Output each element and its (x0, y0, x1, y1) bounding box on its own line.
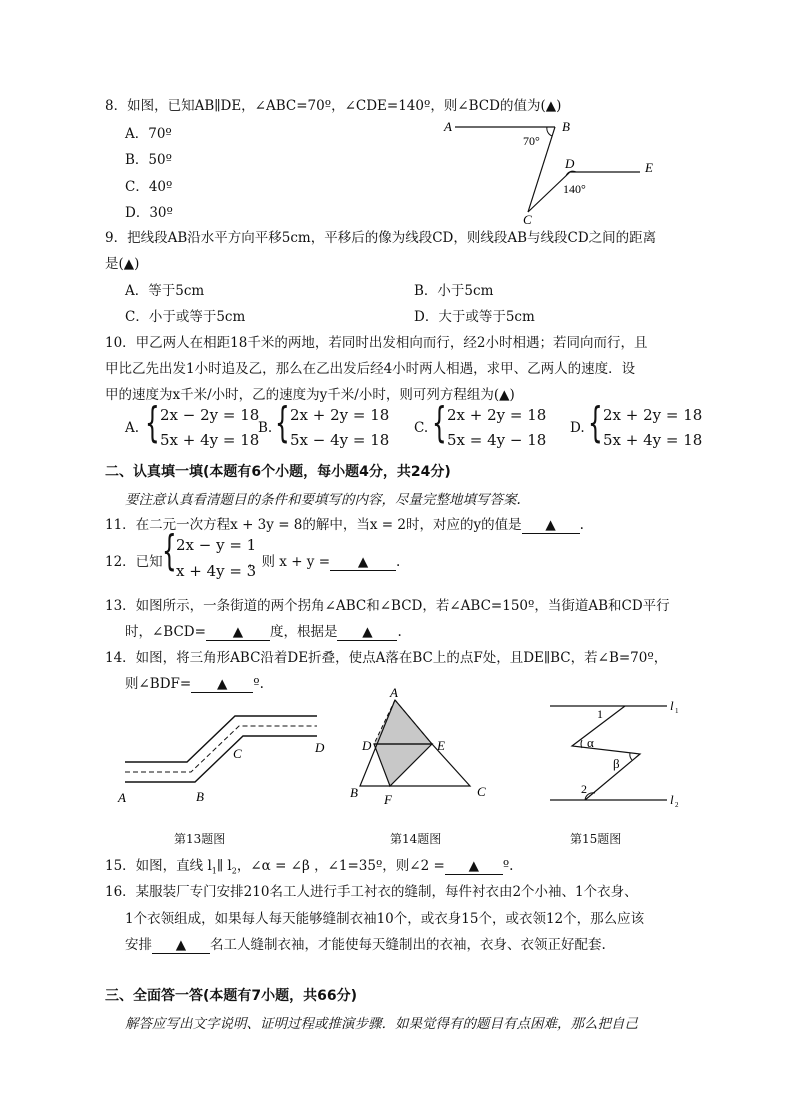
q15-sub1: 1 (211, 866, 217, 876)
fig14-caption: 第14题图 (390, 832, 442, 846)
fig13-label-d: D (315, 740, 325, 755)
q13-line2-b: 度，根据是 (269, 624, 338, 640)
fig15-lines (545, 696, 695, 811)
q10-option-d-label: D. (570, 420, 585, 436)
q8-label-e: E (645, 160, 653, 175)
q8-figure (430, 112, 670, 227)
fig14-label-e: E (437, 738, 445, 753)
fig14-label-a: A (390, 685, 398, 700)
q15-end: º. (502, 858, 514, 874)
q15-blank[interactable]: ▲ (445, 858, 503, 875)
q16-line3 (125, 933, 606, 954)
q10-option-b-brace: { (275, 398, 290, 447)
section3-note: 解答应写出文字说明、证明过程或推演步骤．如果觉得有的题目有点困难，那么把自己 (125, 1016, 638, 1032)
q13-line1: 13．如图所示，一条街道的两个拐角∠ABC和∠BCD，若∠ABC=150º，当街道AB和CD平行 (105, 598, 670, 614)
q9-stem-line2: 是(▲) (105, 256, 140, 272)
q12-eq1: 2x − y = 1 (176, 536, 257, 554)
q10-line1: 10．甲乙两人在相距18千米的两地，若同时出发相向而行，经2小时相遇；若同向而行，且 (105, 335, 648, 351)
q14-blank[interactable]: ▲ (191, 676, 253, 693)
q15-c: ，∠α = ∠β ，∠1=35º，则∠2 = (236, 858, 445, 874)
fig15-label-angle2: 2 (581, 782, 587, 796)
q15-sub2: 2 (231, 866, 237, 876)
q8-stem: 8．如图，已知AB∥DE，∠ABC=70º，∠CDE=140º，则∠BCD的值为(▲) (105, 98, 562, 114)
q12-eq2: x + 4y = 3 (176, 562, 257, 580)
q16-line1: 16．某服装厂专门安排210名工人进行手工衬衣的缝制，每件衬衣由2个小袖、1个衣身、 (105, 884, 638, 900)
q16-line2: 1个衣领组成，如果每人每天能够缝制衣袖10个，或衣身15个，或衣领12个，那么应该 (125, 911, 645, 927)
fig15-label-beta: β (613, 756, 620, 771)
q12-answer (248, 550, 400, 571)
q8-option-a: A．70º (125, 126, 172, 142)
q14-line1: 14．如图，将三角形ABC沿着DE折叠，使点A落在BC上的点F处，且DE∥BC，若∠B=70º， (105, 650, 668, 666)
section3-heading: 三、全面答一答(本题有7小题，共66分) (105, 988, 358, 1004)
q15-b: ∥ l (216, 858, 232, 874)
q14-line2-b: º. (253, 676, 264, 692)
q12-blank[interactable]: ▲ (330, 554, 396, 571)
q8-option-c: C．40º (125, 179, 173, 195)
fig13-label-a: A (118, 790, 126, 805)
q11 (105, 513, 584, 534)
q13-end: . (397, 624, 402, 640)
fig14-label-d: D (362, 738, 372, 753)
q9-option-d: D．大于或等于5cm (414, 309, 535, 325)
fig15-label-angle1: 1 (597, 707, 603, 721)
fig13-label-c: C (233, 746, 242, 761)
q10-option-c-brace: { (432, 398, 447, 447)
fig15-label-l2-sub: 2 (675, 801, 679, 809)
q9-option-a: A．等于5cm (125, 283, 205, 299)
q10-option-c-eq2: 5x = 4y − 18 (447, 431, 547, 449)
q8-angle-70: 70° (523, 134, 540, 148)
fig15-label-l1-sub: 1 (675, 707, 679, 715)
q8-option-b: B．50º (125, 152, 172, 168)
q12-mid: ，则 x + y = (248, 554, 331, 570)
fig13-label-b: B (196, 789, 204, 804)
section2-heading: 二、认真填一填(本题有6个小题，每小题4分，共24分) (105, 464, 451, 480)
q10-option-a-eq2: 5x + 4y = 18 (160, 431, 260, 449)
q10-option-d-brace: { (588, 398, 603, 447)
q10-option-c-label: C. (414, 420, 429, 436)
q11-end: . (579, 517, 584, 533)
fig13-caption: 第13题图 (174, 832, 226, 846)
q10-option-a-eq1: 2x − 2y = 18 (160, 406, 260, 424)
q13-blank2[interactable]: ▲ (337, 624, 397, 641)
fig15-label-l2: l (670, 792, 674, 807)
q11-text: 11．在二元一次方程x + 3y = 8的解中，当x = 2时，对应的y的值是 (105, 517, 522, 533)
q16-blank[interactable]: ▲ (152, 937, 210, 954)
q8-label-c: C (523, 212, 532, 227)
q8-label-b: B (562, 119, 570, 134)
q12-brace: { (162, 526, 177, 575)
q9-option-c: C．小于或等于5cm (125, 309, 246, 325)
q10-option-a-brace: { (145, 398, 160, 447)
fig14-triangle (340, 684, 500, 810)
fig14-label-f: F (384, 792, 392, 807)
fig14-label-c: C (477, 784, 486, 799)
q11-blank[interactable]: ▲ (522, 517, 580, 534)
q12-end: . (396, 554, 401, 570)
fig15-caption: 第15题图 (570, 832, 622, 846)
fig13-street (115, 710, 335, 810)
q10-option-b-eq2: 5x − 4y = 18 (290, 431, 390, 449)
q8-option-d: D．30º (125, 205, 173, 221)
q9-stem-line1: 9．把线段AB沿水平方向平移5cm，平移后的像为线段CD，则线段AB与线段CD之间的距离 (105, 230, 657, 246)
q10-option-c-eq1: 2x + 2y = 18 (447, 406, 547, 424)
q10-line3: 甲的速度为x千米/小时，乙的速度为y千米/小时，则可列方程组为(▲) (105, 387, 515, 403)
q9-option-b: B．小于5cm (414, 283, 494, 299)
q10-line2: 甲比乙先出发1小时追及乙，那么在乙出发后经4小时两人相遇，求甲、乙两人的速度．设 (105, 361, 636, 377)
q10-option-d-eq2: 5x + 4y = 18 (603, 431, 703, 449)
q16-line3-a: 安排 (125, 937, 152, 953)
q10-option-b-label: B. (258, 420, 273, 436)
q8-angle-140: 140° (563, 182, 586, 196)
q13-line2 (125, 620, 402, 641)
q15 (105, 854, 513, 876)
q15-a: 15．如图，直线 l (105, 858, 212, 874)
q10-option-a-label: A. (125, 420, 140, 436)
q14-line2 (125, 672, 264, 693)
q8-label-a: A (444, 119, 452, 134)
q8-label-d: D (565, 156, 575, 171)
q13-line2-a: 时，∠BCD= (125, 624, 206, 640)
q16-line3-b: 名工人缝制衣袖，才能使每天缝制出的衣袖，衣身、衣领正好配套. (210, 937, 606, 953)
q14-line2-a: 则∠BDF= (125, 676, 192, 692)
section2-note: 要注意认真看清题目的条件和要填写的内容，尽量完整地填写答案. (125, 492, 521, 508)
fig15-label-alpha: α (587, 735, 594, 750)
fig14-label-b: B (350, 785, 358, 800)
q10-option-d-eq1: 2x + 2y = 18 (603, 406, 703, 424)
q13-blank1[interactable]: ▲ (206, 624, 270, 641)
q12-prefix: 12．已知 (105, 554, 163, 570)
fig15-label-l1: l (670, 698, 674, 713)
q10-option-b-eq1: 2x + 2y = 18 (290, 406, 390, 424)
